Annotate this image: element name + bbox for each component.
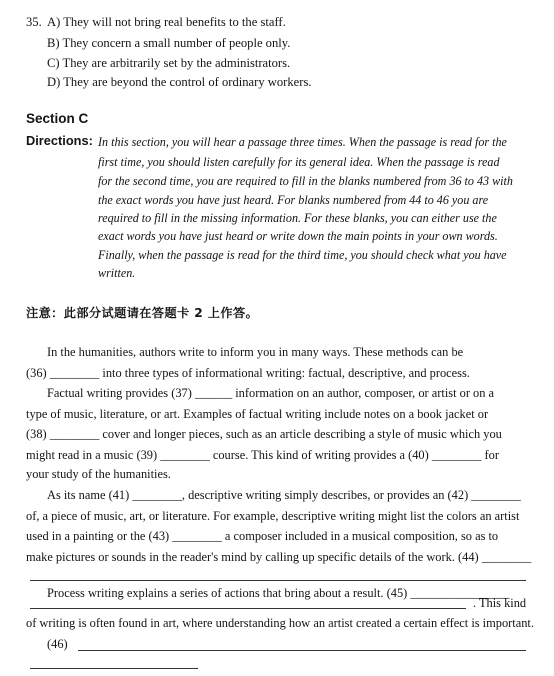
passage-line: might read in a music (39) ________ course. This kind of writing provides a (40) ________ for bbox=[26, 448, 499, 462]
passage-line: . This kind bbox=[473, 596, 527, 610]
directions-line: In this section, you will hear a passage three times. When the passage is read for the bbox=[98, 135, 507, 149]
directions-line: first time, you should listen carefully for its general idea. When the passage is read bbox=[98, 155, 500, 169]
section-title: Section C bbox=[26, 111, 89, 126]
directions-line: the exact words you have just heard. For blanks numbered from 44 to 46 you are bbox=[98, 193, 489, 207]
question-35-option-c: C) They are arbitrarily set by the administrators. bbox=[47, 56, 291, 70]
passage-line: of writing is often found in art, where understanding how an artist created a certain effect is important. bbox=[26, 616, 534, 630]
passage-line: (36) ________ into three types of informational writing: factual, descriptive, and process. bbox=[26, 366, 470, 380]
answer-line-45[interactable] bbox=[30, 608, 466, 609]
passage-line: your study of the humanities. bbox=[26, 467, 171, 481]
passage-line: Process writing explains a series of actions that bring about a result. (45) ________________ bbox=[47, 586, 510, 600]
answer-line-44[interactable] bbox=[30, 580, 526, 581]
directions-line: written. bbox=[98, 266, 136, 280]
directions-line: for the second time, you are required to fill in the blanks numbered from 36 to 43 with bbox=[98, 174, 513, 188]
passage-line: (38) ________ cover and longer pieces, such as an article describing a style of music which you bbox=[26, 427, 502, 441]
passage-line: make pictures or sounds in the reader's mind by calling up specific details of the work. (44) ________ bbox=[26, 550, 532, 564]
passage-line: As its name (41) ________, descriptive writing simply describes, or provides an (42) ________ bbox=[47, 488, 521, 502]
question-35-option-d: D) They are beyond the control of ordinary workers. bbox=[47, 75, 312, 89]
question-35-number: 35. bbox=[26, 15, 42, 29]
passage-line: In the humanities, authors write to inform you in many ways. These methods can be bbox=[47, 345, 464, 359]
answer-line-46[interactable] bbox=[78, 650, 526, 651]
passage-line: type of music, literature, or art. Examples of factual writing include notes on a book jacket or bbox=[26, 407, 489, 421]
directions-line: exact words you have just heard or write down the main points in your own words. bbox=[98, 229, 498, 243]
directions-line: required to fill in the missing information. For these blanks, you can either use the bbox=[98, 211, 497, 225]
question-35-option-a: A) They will not bring real benefits to the staff. bbox=[47, 15, 286, 29]
passage-line: (46) bbox=[47, 637, 68, 651]
directions-label: Directions: bbox=[26, 133, 93, 148]
passage-line: Factual writing provides (37) ______ information on an author, composer, or artist or on a bbox=[47, 386, 495, 400]
answer-line-46-continued[interactable] bbox=[30, 668, 198, 669]
answer-sheet-note: 注意：此部分试题请在答题卡 2 上作答。 bbox=[26, 306, 259, 320]
question-35-option-b: B) They concern a small number of people only. bbox=[47, 36, 291, 50]
directions-line: Finally, when the passage is read for the third time, you should check what you have bbox=[98, 248, 507, 262]
passage-line: of, a piece of music, art, or literature. For example, descriptive writing might list the colors an artist bbox=[26, 509, 520, 523]
passage-line: used in a painting or the (43) ________ a composer included in a musical composition, so as to bbox=[26, 529, 499, 543]
